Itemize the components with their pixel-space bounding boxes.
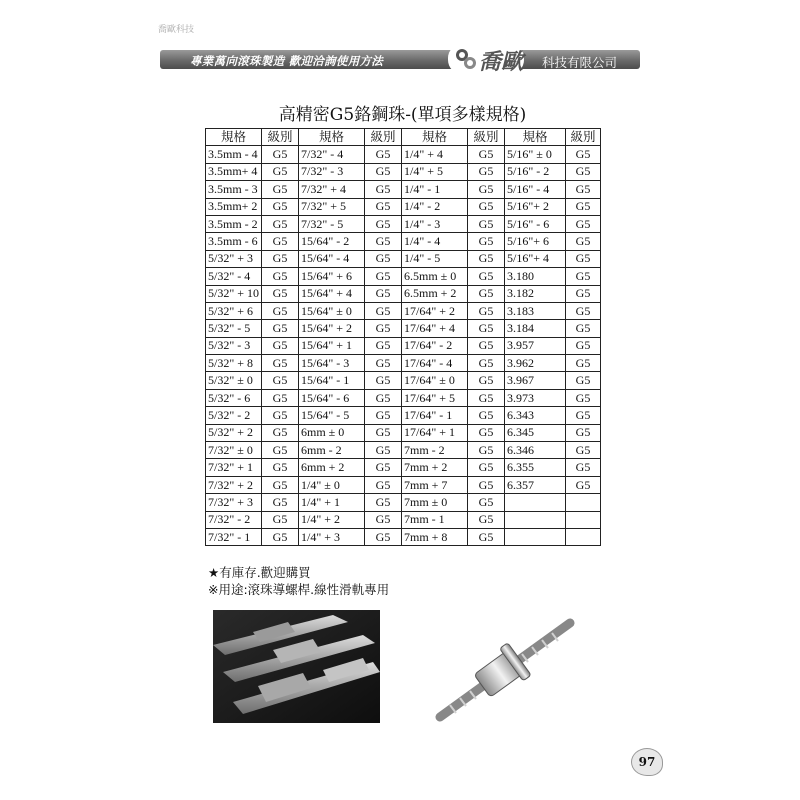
grade-cell: G5 [365,163,402,180]
table-row [206,181,601,198]
grade-cell: G5 [468,424,505,441]
spec-cell: 5/32" + 10 [206,285,262,302]
grade-cell: G5 [365,146,402,163]
stock-note: ★有庫存.歡迎購買 [208,565,311,580]
spec-cell: 7/32" + 5 [299,198,365,215]
grade-cell: G5 [468,528,505,545]
grade-cell: G5 [365,320,402,337]
grade-cell: G5 [566,285,601,302]
spec-cell: 15/64" + 2 [299,320,365,337]
spec-cell: 1/4" - 1 [402,181,468,198]
spec-cell: 6mm ± 0 [299,424,365,441]
spec-cell: 6mm - 2 [299,442,365,459]
spec-cell: 15/64" - 1 [299,372,365,389]
linear-rail-photo [213,610,380,723]
grade-cell: G5 [566,146,601,163]
spec-cell: 3.957 [505,337,566,354]
grade-cell: G5 [262,355,299,372]
grade-cell: G5 [468,389,505,406]
spec-cell: 7/32" - 2 [206,511,262,528]
spec-cell: 1/4" + 1 [299,494,365,511]
grade-cell: G5 [365,302,402,319]
spec-cell: 17/64" - 4 [402,355,468,372]
spec-cell: 5/32" - 6 [206,389,262,406]
spec-cell: 7/32" - 1 [206,528,262,545]
header-grade: 級別 [468,129,505,146]
spec-cell: 6.357 [505,476,566,493]
spec-cell: 5/32" - 2 [206,407,262,424]
spec-cell: 15/64" - 3 [299,355,365,372]
spec-cell: 3.962 [505,355,566,372]
grade-cell: G5 [468,459,505,476]
grade-cell: G5 [365,372,402,389]
spec-cell: 7/32" + 1 [206,459,262,476]
grade-cell: G5 [566,268,601,285]
spec-cell: 1/4" ± 0 [299,476,365,493]
grade-cell: G5 [468,146,505,163]
spec-cell: 7/32" + 4 [299,181,365,198]
grade-cell: G5 [468,268,505,285]
grade-cell: G5 [262,424,299,441]
header-spec: 規格 [402,129,468,146]
spec-cell: 7/32" - 3 [299,163,365,180]
spec-cell: 17/64" - 1 [402,407,468,424]
spec-cell: 7/32" + 3 [206,494,262,511]
spec-cell: 3.5mm - 2 [206,215,262,232]
grade-cell: G5 [262,476,299,493]
spec-cell: 5/32" - 5 [206,320,262,337]
grade-cell: G5 [262,181,299,198]
table-row [206,337,601,354]
spec-cell: 3.5mm - 4 [206,146,262,163]
grade-cell: G5 [468,320,505,337]
grade-cell: G5 [468,372,505,389]
spec-cell: 15/64" + 4 [299,285,365,302]
spec-cell: 5/32" - 4 [206,268,262,285]
grade-cell: G5 [468,337,505,354]
grade-cell: G5 [365,494,402,511]
spec-cell: 7mm ± 0 [402,494,468,511]
spec-cell: 3.182 [505,285,566,302]
grade-cell: G5 [468,476,505,493]
table-row [206,494,601,511]
spec-cell: 6mm + 2 [299,459,365,476]
spec-cell: 3.180 [505,268,566,285]
spec-cell: 5/16"+ 2 [505,198,566,215]
spec-cell: 3.5mm - 3 [206,181,262,198]
spec-cell: 6.5mm + 2 [402,285,468,302]
spec-cell: 17/64" + 4 [402,320,468,337]
grade-cell: G5 [365,511,402,528]
logo-name: 喬歐 [479,49,524,75]
spec-cell: 5/16"+ 4 [505,250,566,267]
grade-cell: G5 [365,355,402,372]
company-name: 科技有限公司 [542,55,618,70]
grade-cell: G5 [262,407,299,424]
spec-cell: 15/64" - 5 [299,407,365,424]
table-header-row [206,129,601,146]
header-spec: 規格 [505,129,566,146]
spec-cell: 15/64" - 6 [299,389,365,406]
spec-cell: 1/4" - 2 [402,198,468,215]
table-row [206,320,601,337]
grade-cell: G5 [365,198,402,215]
grade-cell: G5 [365,476,402,493]
grade-cell: G5 [365,215,402,232]
spec-cell: 7mm - 1 [402,511,468,528]
spec-cell: 15/64" + 6 [299,268,365,285]
grade-cell: G5 [468,285,505,302]
spec-cell: 7/32" - 4 [299,146,365,163]
spec-cell: 6.5mm ± 0 [402,268,468,285]
company-logo-icon [453,46,479,72]
spec-cell [505,528,566,545]
grade-cell [566,528,601,545]
table-row [206,198,601,215]
spec-cell: 3.5mm+ 4 [206,163,262,180]
grade-cell: G5 [365,389,402,406]
grade-cell: G5 [262,146,299,163]
header-grade: 級別 [365,129,402,146]
spec-cell: 17/64" + 5 [402,389,468,406]
table-row [206,424,601,441]
page-number: 97 [631,748,663,776]
grade-cell: G5 [365,337,402,354]
spec-cell: 7/32" - 5 [299,215,365,232]
spec-cell: 6.355 [505,459,566,476]
grade-cell: G5 [262,268,299,285]
grade-cell: G5 [262,494,299,511]
spec-cell: 3.5mm+ 2 [206,198,262,215]
spec-cell: 7mm + 2 [402,459,468,476]
spec-cell: 6.346 [505,442,566,459]
spec-cell: 17/64" + 1 [402,424,468,441]
grade-cell: G5 [262,198,299,215]
spec-cell: 5/32" + 6 [206,302,262,319]
spec-cell: 1/4" - 5 [402,250,468,267]
grade-cell: G5 [468,494,505,511]
table-row [206,528,601,545]
grade-cell: G5 [566,233,601,250]
grade-cell: G5 [566,459,601,476]
notes [208,564,389,598]
grade-cell: G5 [262,320,299,337]
grade-cell: G5 [262,233,299,250]
spec-cell: 17/64" + 2 [402,302,468,319]
grade-cell: G5 [566,215,601,232]
spec-table-body [206,146,601,546]
spec-cell: 15/64" ± 0 [299,302,365,319]
spec-cell: 7mm - 2 [402,442,468,459]
ball-screw-photo [430,615,580,727]
table-row [206,407,601,424]
grade-cell: G5 [566,424,601,441]
grade-cell: G5 [365,268,402,285]
header-spec: 規格 [206,129,262,146]
table-row [206,389,601,406]
spec-cell: 3.183 [505,302,566,319]
grade-cell: G5 [566,198,601,215]
spec-cell: 1/4" - 4 [402,233,468,250]
grade-cell: G5 [566,442,601,459]
grade-cell: G5 [365,424,402,441]
grade-cell: G5 [566,320,601,337]
table-row [206,372,601,389]
banner-slogan: 專業萬向滾珠製造 歡迎洽詢使用方法 [190,54,384,68]
spec-cell: 7mm + 7 [402,476,468,493]
grade-cell: G5 [262,163,299,180]
grade-cell: G5 [468,163,505,180]
header-grade: 級別 [262,129,299,146]
grade-cell: G5 [468,250,505,267]
grade-cell: G5 [566,337,601,354]
table-row [206,250,601,267]
spec-cell: 5/32" + 3 [206,250,262,267]
grade-cell: G5 [566,302,601,319]
spec-cell: 3.5mm - 6 [206,233,262,250]
spec-cell: 3.967 [505,372,566,389]
spec-cell: 7mm + 8 [402,528,468,545]
grade-cell: G5 [566,389,601,406]
table-row [206,163,601,180]
grade-cell: G5 [262,215,299,232]
header-banner [160,44,640,74]
grade-cell: G5 [468,511,505,528]
grade-cell: G5 [566,163,601,180]
grade-cell: G5 [566,372,601,389]
table-row [206,285,601,302]
spec-cell: 17/64" ± 0 [402,372,468,389]
spec-cell: 1/4" + 5 [402,163,468,180]
page-title: 高精密G5鉻鋼珠-(單項多樣規格) [278,105,527,125]
grade-cell: G5 [468,198,505,215]
spec-table [205,128,601,546]
spec-cell: 6.345 [505,424,566,441]
grade-cell: G5 [262,389,299,406]
spec-cell: 5/16" - 4 [505,181,566,198]
spec-cell [505,494,566,511]
spec-cell: 6.343 [505,407,566,424]
grade-cell: G5 [468,233,505,250]
grade-cell: G5 [566,250,601,267]
table-row [206,511,601,528]
spec-cell: 3.973 [505,389,566,406]
spec-cell: 1/4" + 4 [402,146,468,163]
table-row [206,302,601,319]
table-row [206,459,601,476]
spec-cell: 5/32" + 8 [206,355,262,372]
grade-cell: G5 [365,459,402,476]
grade-cell: G5 [566,355,601,372]
spec-cell: 1/4" + 3 [299,528,365,545]
spec-cell: 15/64" - 2 [299,233,365,250]
table-row [206,146,601,163]
grade-cell: G5 [262,372,299,389]
header-grade: 級別 [566,129,601,146]
grade-cell: G5 [365,285,402,302]
grade-cell: G5 [468,442,505,459]
spec-cell: 17/64" - 2 [402,337,468,354]
grade-cell: G5 [365,528,402,545]
table-row [206,215,601,232]
header-spec: 規格 [299,129,365,146]
grade-cell: G5 [566,181,601,198]
grade-cell: G5 [365,442,402,459]
grade-cell: G5 [365,250,402,267]
grade-cell: G5 [262,511,299,528]
grade-cell: G5 [468,302,505,319]
spec-cell: 5/16" ± 0 [505,146,566,163]
spec-cell: 1/4" - 3 [402,215,468,232]
table-row [206,268,601,285]
grade-cell: G5 [365,233,402,250]
spec-cell: 1/4" + 2 [299,511,365,528]
spec-cell: 3.184 [505,320,566,337]
spec-cell: 5/32" + 2 [206,424,262,441]
grade-cell: G5 [468,181,505,198]
spec-cell: 5/16" - 6 [505,215,566,232]
spec-cell: 15/64" + 1 [299,337,365,354]
grade-cell [566,494,601,511]
table-row [206,476,601,493]
grade-cell: G5 [262,302,299,319]
grade-cell: G5 [566,476,601,493]
grade-cell [566,511,601,528]
table-row [206,442,601,459]
grade-cell: G5 [262,337,299,354]
spec-cell [505,511,566,528]
grade-cell: G5 [365,407,402,424]
grade-cell: G5 [262,459,299,476]
spec-cell: 5/32" ± 0 [206,372,262,389]
grade-cell: G5 [262,250,299,267]
grade-cell: G5 [262,442,299,459]
grade-cell: G5 [262,285,299,302]
spec-cell: 5/16"+ 6 [505,233,566,250]
grade-cell: G5 [468,355,505,372]
spec-cell: 7/32" + 2 [206,476,262,493]
grade-cell: G5 [365,181,402,198]
top-watermark: 喬歐科技 [158,25,195,35]
table-row [206,355,601,372]
usage-note: ※用途:滾珠導螺桿.線性滑軌專用 [208,582,390,597]
spec-cell: 5/32" - 3 [206,337,262,354]
grade-cell: G5 [468,407,505,424]
spec-cell: 7/32" ± 0 [206,442,262,459]
grade-cell: G5 [468,215,505,232]
spec-cell: 5/16" - 2 [505,163,566,180]
grade-cell: G5 [566,407,601,424]
grade-cell: G5 [262,528,299,545]
spec-cell: 15/64" - 4 [299,250,365,267]
table-row [206,233,601,250]
